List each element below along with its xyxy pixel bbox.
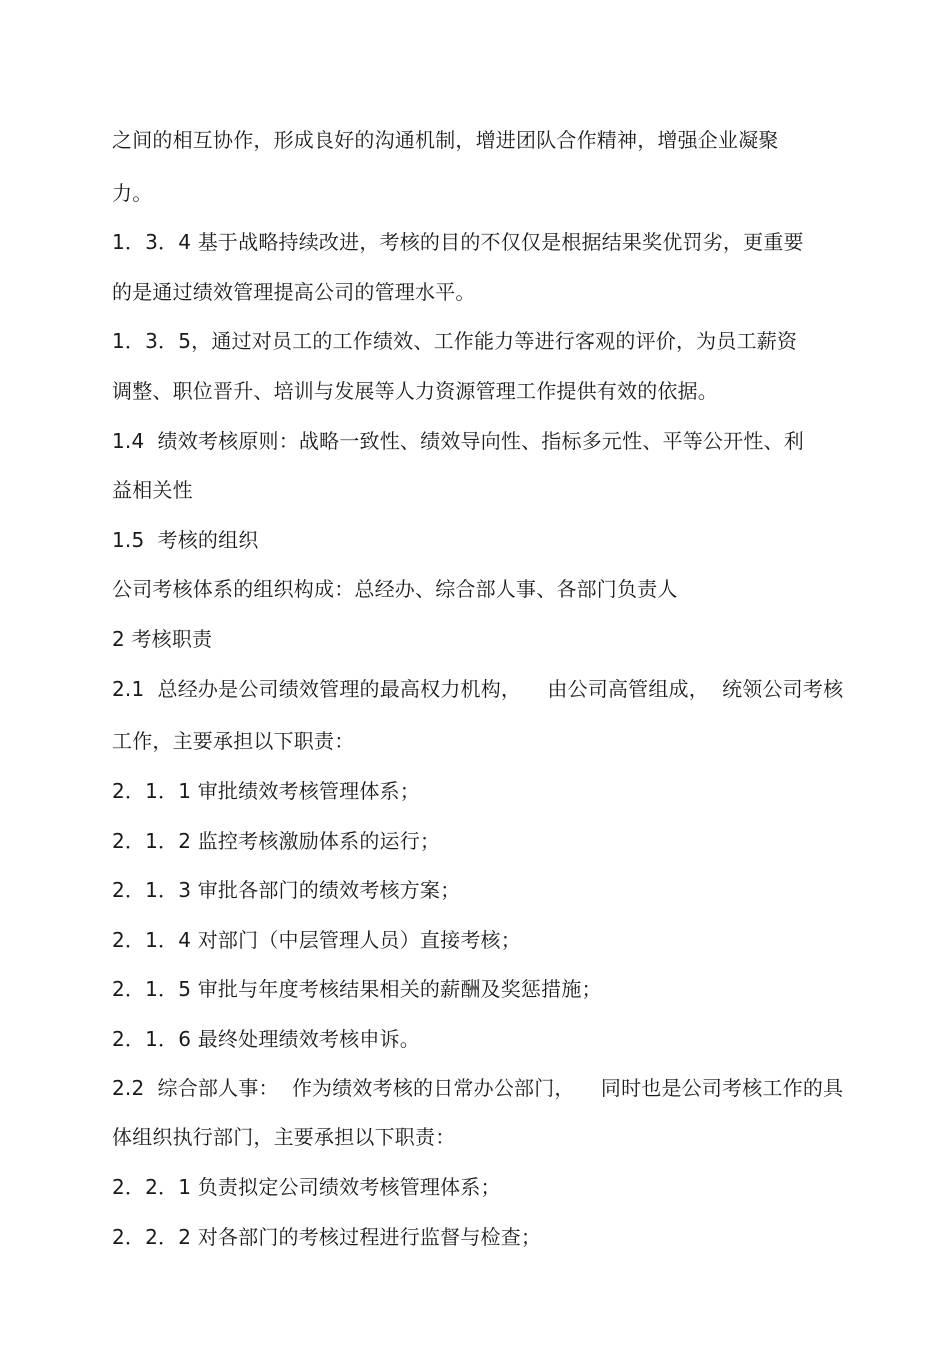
list-item: 2．1．6 最终处理绩效考核申诉。 <box>112 1027 420 1051</box>
text-line: 力。 <box>112 181 153 205</box>
section-heading-1-5: 1.5 考核的组织 <box>112 528 259 552</box>
list-item: 2．1．5 审批与年度考核结果相关的薪酬及奖惩措施； <box>112 977 602 1001</box>
text-line: 调整、职位晋升、培训与发展等人力资源管理工作提供有效的依据。 <box>112 379 718 403</box>
list-item: 2．1．4 对部门（中层管理人员）直接考核； <box>112 928 521 952</box>
text-line: 体组织执行部门，主要承担以下职责： <box>112 1125 456 1149</box>
text-line: 1．3．5，通过对员工的工作绩效、工作能力等进行客观的评价，为员工薪资 <box>112 329 798 353</box>
list-item: 2．2．2 对各部门的考核过程进行监督与检查； <box>112 1225 542 1249</box>
text-line: 工作，主要承担以下职责： <box>112 729 355 753</box>
list-item: 2．1．2 监控考核激励体系的运行； <box>112 829 441 853</box>
section-heading-2-2: 2.2 综合部人事： 作为绩效考核的日常办公部门， 同时也是公司考核工作的具 <box>112 1076 844 1100</box>
text-line: 之间的相互协作，形成良好的沟通机制，增进团队合作精神，增强企业凝聚 <box>112 128 779 152</box>
list-item: 2．1．3 审批各部门的绩效考核方案； <box>112 878 461 902</box>
section-heading-2: 2 考核职责 <box>112 627 213 651</box>
section-heading-1-4: 1.4 绩效考核原则：战略一致性、绩效导向性、指标多元性、平等公开性、利 <box>112 429 804 453</box>
text-line: 1．3．4 基于战略持续改进，考核的目的不仅仅是根据结果奖优罚劣，更重要 <box>112 230 804 254</box>
text-line: 益相关性 <box>112 478 193 502</box>
text-line: 公司考核体系的组织构成：总经办、综合部人事、各部门负责人 <box>112 577 678 601</box>
list-item: 2．1．1 审批绩效考核管理体系； <box>112 779 420 803</box>
text-line: 的是通过绩效管理提高公司的管理水平。 <box>112 280 476 304</box>
list-item: 2．2．1 负责拟定公司绩效考核管理体系； <box>112 1175 501 1199</box>
section-heading-2-1: 2.1 总经办是公司绩效管理的最高权力机构， 由公司高管组成， 统领公司考核 <box>112 677 844 701</box>
